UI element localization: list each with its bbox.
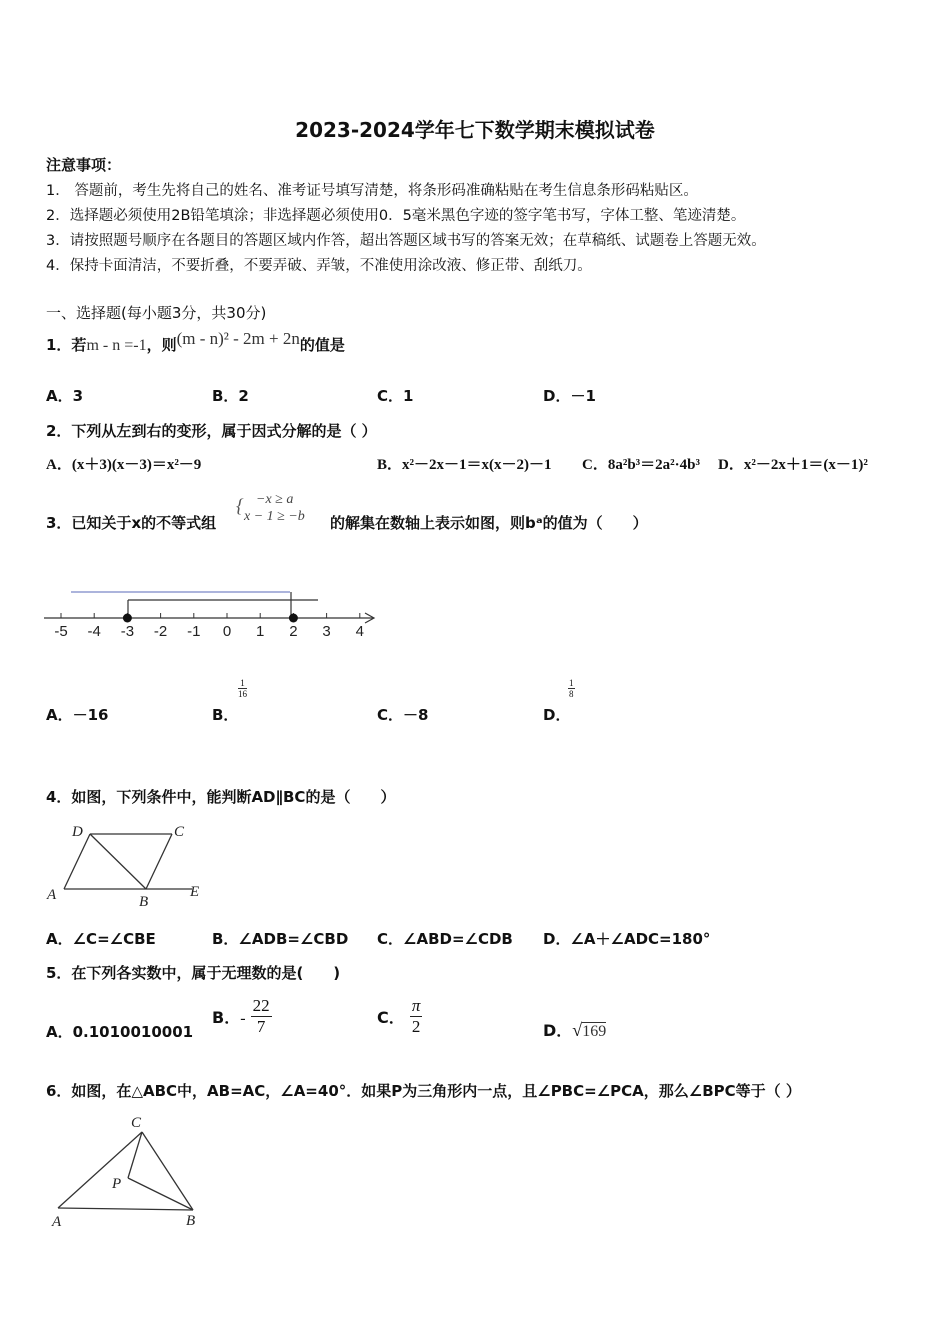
q3-frac-d-den: 8 xyxy=(569,689,574,699)
q4-option-b: B．∠ADB=∠CBD xyxy=(212,930,349,948)
q2-option-c: C．8a²b³＝2a²·4b³ xyxy=(582,457,701,473)
q5-c-num: π xyxy=(411,996,421,1015)
q5-option-b-sign: - xyxy=(240,1010,246,1027)
solution-endpoint-right xyxy=(289,614,298,623)
axis-tick-label: -4 xyxy=(87,623,101,640)
notice-item-3: 3．请按照题号顺序在各题目的答题区域内作答，超出答题区域书写的答案无效；在草稿纸、试题卷上答题无效。 xyxy=(46,233,766,249)
axis-tick-label: 2 xyxy=(289,623,298,640)
axis-tick-label: 4 xyxy=(355,623,364,640)
q5-option-b xyxy=(212,996,272,1037)
q3-frac-d-num: 1 xyxy=(569,678,574,688)
axis-tick-label: 0 xyxy=(222,623,232,640)
line-AD xyxy=(64,834,90,889)
q5-option-c-fraction xyxy=(410,996,423,1037)
q1-expression: (m - n)² - 2m + 2n xyxy=(176,329,300,348)
q1-prefix: 1．若 xyxy=(46,336,87,354)
q1-suffix: 的值是 xyxy=(299,336,345,354)
q1-option-b: B．2 xyxy=(212,387,249,405)
notice-item-2: 2．选择题必须使用2B铅笔填涂；非选择题必须使用0．5毫米黑色字迹的签字笔书写，字体工整、笔迹清楚。 xyxy=(46,208,746,224)
line-CB xyxy=(146,834,172,889)
q5-stem: 5．在下列各实数中，属于无理数的是( ) xyxy=(46,964,341,982)
label-D: D xyxy=(72,824,83,840)
q4-option-a: A．∠C=∠CBE xyxy=(46,930,156,948)
q1-condition: m - n =-1 xyxy=(86,337,147,354)
line-AC xyxy=(58,1132,142,1208)
q5-b-den: 7 xyxy=(256,1017,266,1036)
section-heading: 一、选择题(每小题3分，共30分) xyxy=(46,304,267,322)
axis-tick-label: -5 xyxy=(54,623,68,640)
label-A: A xyxy=(47,887,57,903)
axis-tick-label: -2 xyxy=(153,623,168,640)
axis-tick-label: 3 xyxy=(322,623,331,640)
q5-option-b-label: B． xyxy=(212,1008,241,1027)
label-P: P xyxy=(112,1176,122,1192)
notice-item-1: 1． 答题前，考生先将自己的姓名、准考证号填写清楚，将条形码准确粘贴在考生信息条形码粘贴区。 xyxy=(46,183,698,199)
q2-option-b: B．x²－2x－1＝x(x－2)－1 xyxy=(377,457,552,473)
q4-option-d: D．∠A＋∠ADC=180° xyxy=(543,930,711,948)
q5-option-b-fraction xyxy=(251,996,272,1037)
line-CB xyxy=(142,1132,193,1210)
label-B: B xyxy=(139,894,149,910)
sqrt-icon: √ xyxy=(572,1020,583,1040)
axis-tick-label: 1 xyxy=(256,623,265,640)
notice-heading: 注意事项： xyxy=(46,156,122,174)
page-title: 2023-2024学年七下数学期末模拟试卷 xyxy=(295,118,655,142)
q5-option-d-label: D． xyxy=(543,1021,573,1040)
line-DB xyxy=(90,834,146,889)
q1-option-d: D．－1 xyxy=(543,387,596,405)
q1-mid: ，则 xyxy=(146,336,177,354)
triangle-figure xyxy=(44,1108,214,1234)
q3-option-b-fraction xyxy=(238,678,247,699)
axis-tick-label: -3 xyxy=(120,623,135,640)
q2-option-a: A．(x＋3)(x－3)＝x²－9 xyxy=(46,457,202,473)
q2-option-d: D．x²－2x＋1＝(x－1)² xyxy=(718,457,868,473)
solution-endpoint-left xyxy=(123,614,132,623)
label-B: B xyxy=(186,1213,196,1229)
question-1 xyxy=(46,329,345,355)
q3-option-d-fraction xyxy=(568,678,575,699)
q5-option-c-label: C． xyxy=(377,1008,405,1027)
q2-stem: 2．下列从左到右的变形，属于因式分解的是（ ） xyxy=(46,422,377,440)
q3-ineq-line-2: x − 1 ≥ −b xyxy=(244,509,305,524)
q5-option-d xyxy=(543,1018,606,1041)
q5-c-den: 2 xyxy=(411,1017,421,1036)
line-AB xyxy=(58,1208,193,1210)
q5-option-a: A．0.1010010001 xyxy=(46,1023,194,1041)
q5-option-d-radicand: 169 xyxy=(582,1023,607,1040)
q4-option-c: C．∠ABD=∠CDB xyxy=(377,930,513,948)
q3-option-a: A．－16 xyxy=(46,706,109,724)
q3-brace: { xyxy=(236,496,244,517)
q3-prefix: 3．已知关于x的不等式组 xyxy=(46,514,217,532)
q3-option-d: D． xyxy=(543,706,571,724)
q3-option-b: B． xyxy=(212,706,239,724)
parallelogram-figure xyxy=(44,818,214,910)
label-A: A xyxy=(52,1214,62,1230)
notice-item-4: 4．保持卡面清洁，不要折叠，不要弄破、弄皱，不准使用涂改液、修正带、刮纸刀。 xyxy=(46,258,592,274)
number-line-figure xyxy=(40,580,385,645)
axis-tick-label: -1 xyxy=(187,623,201,640)
q3-frac-b-num: 1 xyxy=(238,678,247,689)
q3-suffix: 的解集在数轴上表示如图，则bᵃ的值为（ ） xyxy=(330,514,648,532)
q3-frac-b-den: 16 xyxy=(238,689,247,699)
label-C: C xyxy=(174,824,185,840)
q4-stem: 4．如图，下列条件中，能判断AD∥BC的是（ ） xyxy=(46,788,396,806)
q1-option-c: C．1 xyxy=(377,387,414,405)
q3-option-c: C．－8 xyxy=(377,706,429,724)
q5-b-num: 22 xyxy=(252,996,270,1015)
q5-option-c xyxy=(377,996,422,1037)
q1-option-a: A．3 xyxy=(46,387,84,405)
label-C: C xyxy=(131,1115,142,1131)
q3-ineq-line-1: −x ≥ a xyxy=(256,492,294,507)
q6-stem: 6．如图，在△ABC中，AB=AC，∠A=40°．如果P为三角形内一点，且∠PBC=∠PCA，那么∠BPC等于（ ） xyxy=(46,1082,801,1100)
label-E: E xyxy=(190,884,200,900)
